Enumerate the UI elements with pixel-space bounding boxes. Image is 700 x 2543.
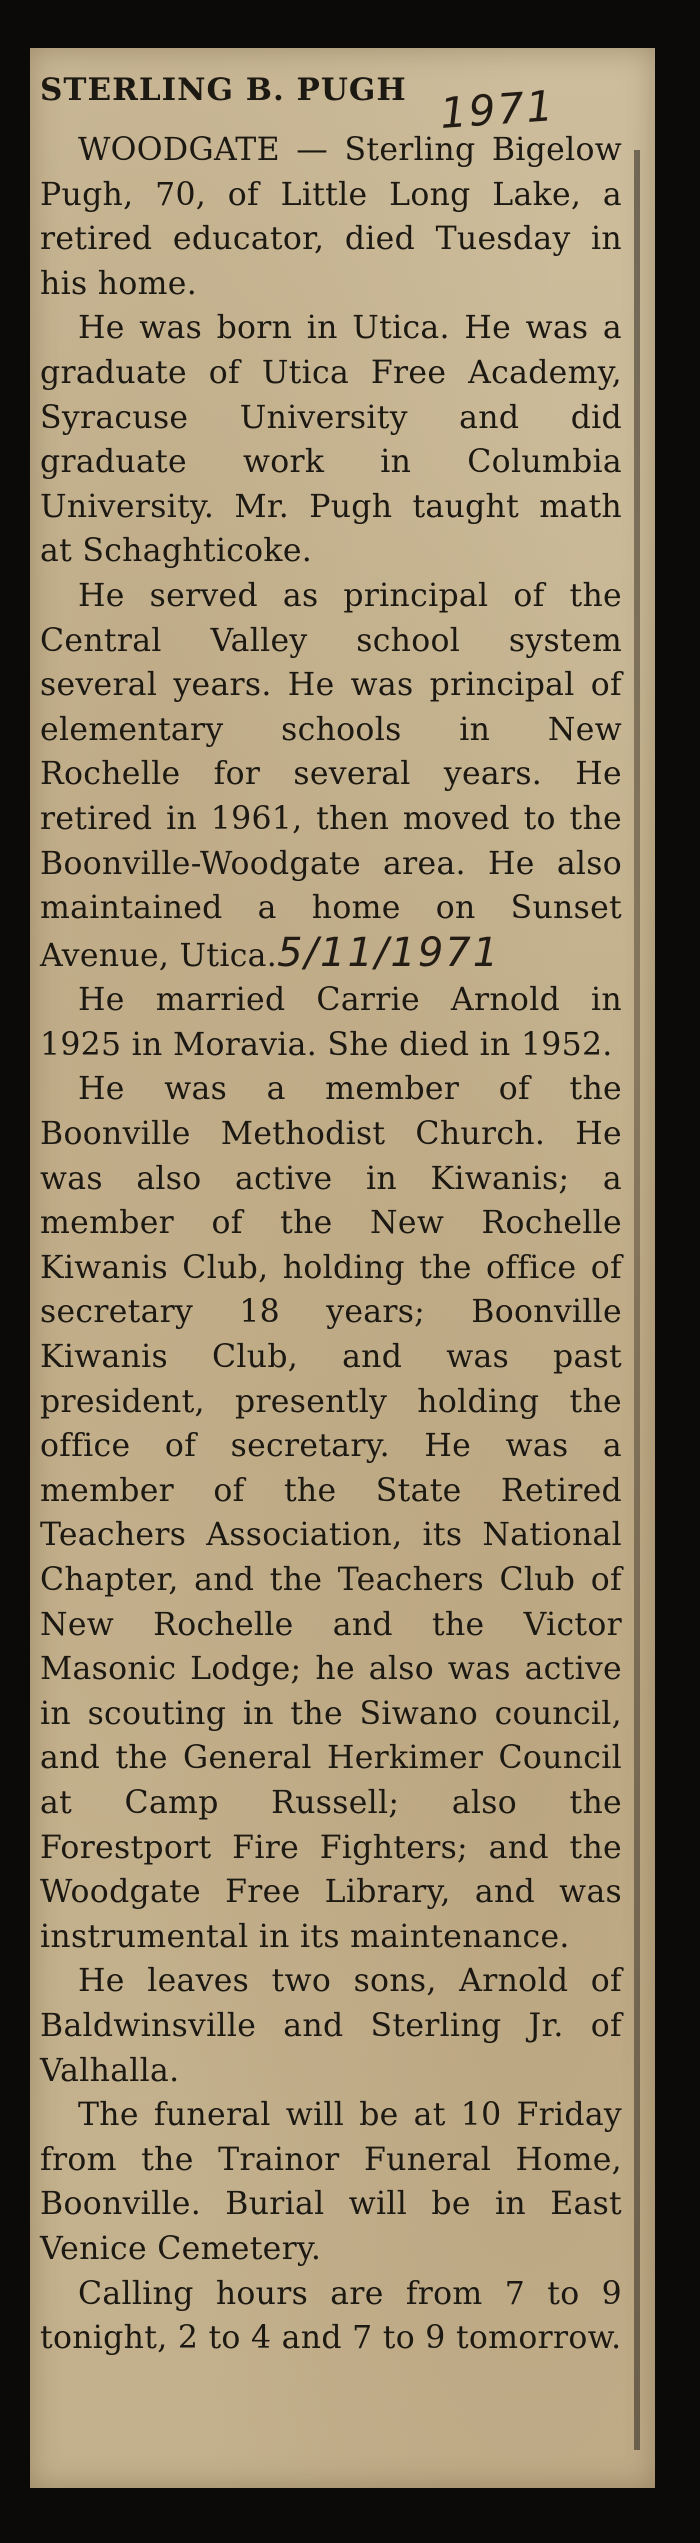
paragraph-survivors: He leaves two sons, Arnold of Baldwinsville and Sterling Jr. of Valhalla. — [40, 1963, 622, 2089]
handwritten-date: 5/11/1971 — [277, 929, 501, 976]
clipping-edge-shadow — [634, 150, 640, 2450]
paragraph-funeral: The funeral will be at 10 Friday from the Trainor Funeral Home, Boonville. Burial will be in East Venice Cemetery. — [40, 2097, 622, 2267]
paragraph-education: He was born in Utica. He was a graduate of Utica Free Academy, Syracuse University and did graduate work in Columbia University. Mr. Pugh taught math at Schaghticoke. — [40, 310, 622, 570]
paragraph-career — [40, 574, 622, 978]
paragraph-intro: WOODGATE — Sterling Bigelow Pugh, 70, of Little Long Lake, a retired educator, died Tuesday in his home. — [40, 132, 622, 302]
paragraph-calling-hours: Calling hours are from 7 to 9 tonight, 2 to 4 and 7 to 9 tomorrow. — [40, 2275, 622, 2357]
obituary-article — [40, 70, 622, 2361]
paragraph-memberships: He was a member of the Boonville Methodist Church. He was also active in Kiwanis; a member of the New Rochelle Kiwanis Club, holding the office of secretary 18 years; Boonville Kiwanis Club, and was past president, presently holding the office of secretary. He was a member of the State Retired Teachers Association, its National Chapter, and the Teachers Club of New Rochelle and the Victor Masonic Lodge; he also was active in scouting in the Siwano council, and the General Herkimer Council at Camp Russell; also the Forestport Fire Fighters; and the Woodgate Free Library, and was instrumental in its maintenance. — [40, 1071, 622, 1955]
paragraph-career-text: He served as principal of the Central Valley school system several years. He was principal of elementary schools in New Rochelle for several years. He retired in 1961, then moved to the Boonville-Woodgate area. He also maintained a home on Sunset Avenue, Utica. — [40, 577, 622, 974]
handwritten-year: 1971 — [438, 81, 557, 138]
headline: STERLING B. PUGH — [40, 72, 407, 108]
paragraph-marriage: He married Carrie Arnold in 1925 in Moravia. She died in 1952. — [40, 982, 622, 1063]
